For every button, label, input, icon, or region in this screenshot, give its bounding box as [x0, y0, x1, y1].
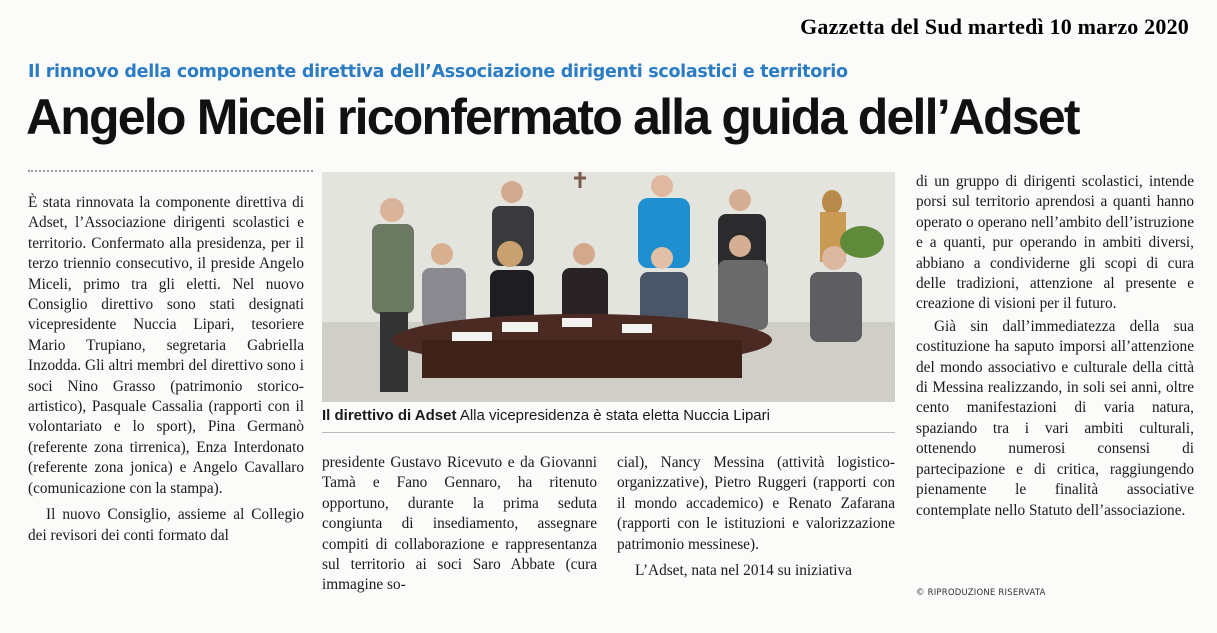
newspaper-source-line: Gazzetta del Sud martedì 10 marzo 2020 [800, 14, 1189, 39]
group-photo-illustration [322, 172, 895, 402]
article-column-4 [916, 172, 1194, 521]
copyright-notice: © RIPRODUZIONE RISERVATA [916, 588, 1046, 598]
paragraph: cial), Nancy Messina (attività logistico-organizzative), Pietro Ruggeri (rapporti con il mondo accademico) e Renato Zafarana (rapporti con le istituzioni e valorizzazione patrimonio messinese). [617, 454, 895, 553]
article-column-1 [28, 193, 304, 546]
caption-label: Il direttivo di Adset [322, 407, 457, 424]
paragraph: È stata rinnovata la componente direttiva di Adset, l’Associazione dirigenti scolastici e territorio. Confermato alla presidenza, per il terzo triennio consecutivo, il preside Angelo Miceli, primo tra gli eletti. Nel nuovo Consiglio direttivo sono stati designati vicepresidente Nuccia Lipari, tesoriere Mario Trupiano, segretaria Gabriella Inzodda. Gli altri membri del direttivo sono i soci Nino Grasso (patrimonio storico-artistico), Pasquale Cassalia (rapporti con il volontariato e lo sport), Pina Germanò (referente zona tirrenica), Enza Interdonato (referente zona jonica) e Angelo Cavallaro (comunicazione con la stampa). [28, 194, 304, 497]
paragraph: Il nuovo Consiglio, assieme al Collegio dei revisori dei conti formato dal [28, 506, 304, 544]
article-column-3 [617, 453, 895, 581]
paragraph: di un gruppo di dirigenti scolastici, intende porsi sul territorio aprendosi a quanti hanno operato o operano nell’ambito dell’istruzione e a quanti, pur operando in ambiti diversi, abbiano a condividerne gli scopi di cura delle tradizioni, attenzione al presente e creazione di visioni per il futuro. [916, 173, 1194, 313]
article-kicker: Il rinnovo della componente direttiva dell’Associazione dirigenti scolastici e territorio [28, 62, 848, 82]
paragraph: presidente Gustavo Ricevuto e da Giovanni Tamà e Fano Gennaro, ha ritenuto opportuno, durante la prima seduta congiunta di insediamento, assegnare compiti di collaborazione e rappresentanza sul territorio ai soci Saro Abbate (cura immagine so- [322, 454, 597, 594]
paragraph: Già sin dall’immediatezza della sua costituzione ha saputo imporsi all’attenzione del mondo associativo e culturale della città di Messina realizzando, in soli sei anni, oltre cento manifestazioni di varia natura, spaziando tra i vari ambiti culturali, ottenendo numerosi consensi di partecipazione e di critica, raggiungendo pienamente le finalità associative contemplate nello Statuto dell’associazione. [916, 317, 1194, 519]
photo-caption [322, 407, 895, 424]
dotted-separator [28, 170, 313, 172]
article-headline: Angelo Miceli riconfermato alla guida dell’Adset [26, 89, 1079, 145]
article-column-2 [322, 453, 597, 596]
caption-rule [322, 432, 895, 433]
caption-text: Alla vicepresidenza è stata eletta Nuccia Lipari [459, 407, 770, 424]
paragraph: L’Adset, nata nel 2014 su iniziativa [635, 562, 852, 580]
group-photo [322, 172, 895, 402]
